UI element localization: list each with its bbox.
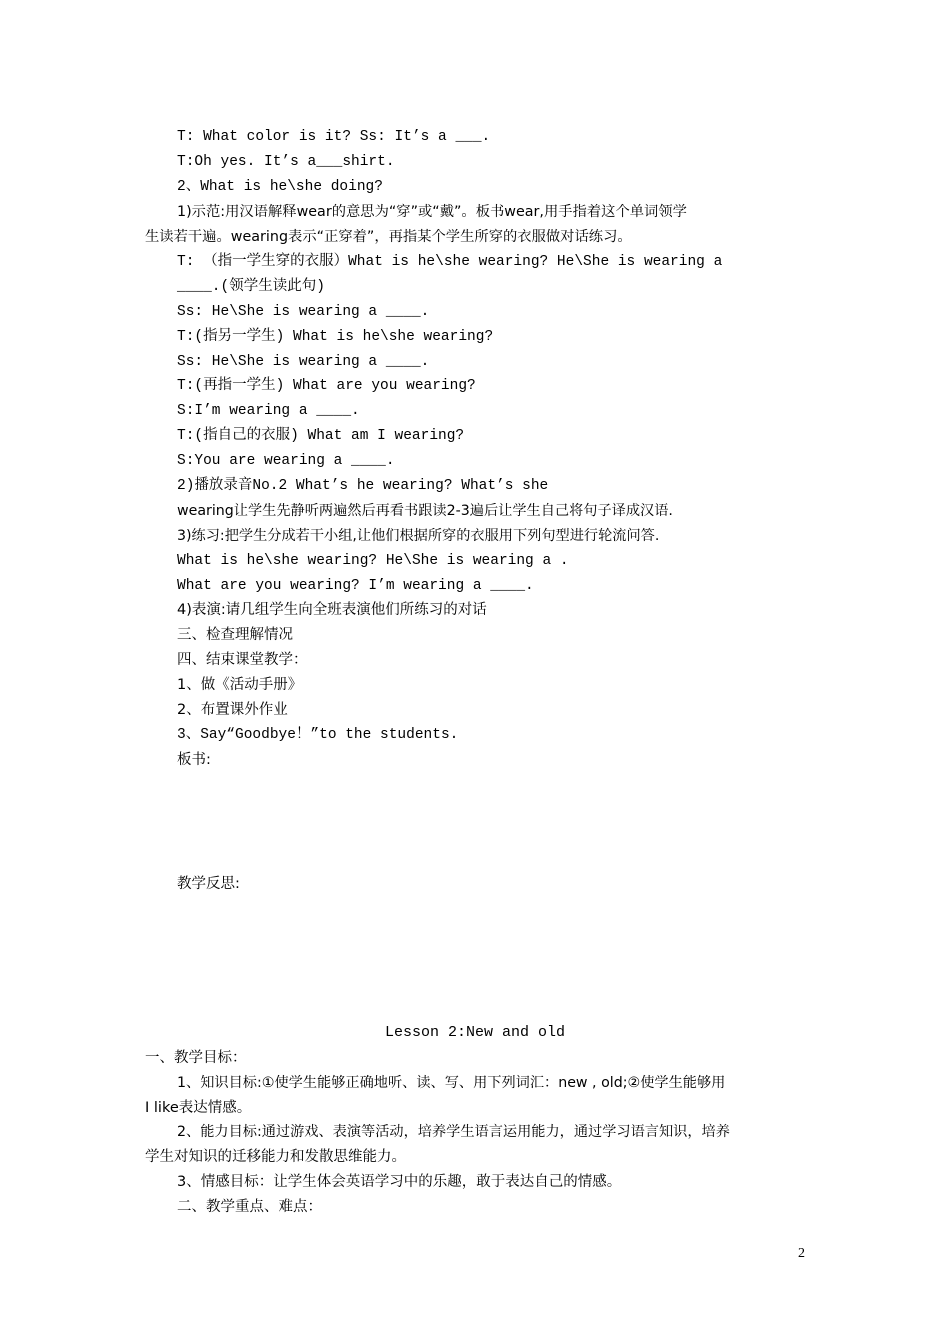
text-line: 2、What is he\she doing? [177,179,383,195]
page-number: 2 [798,1246,805,1261]
text-line: T: What color is it? Ss: It’s a ___. [177,129,491,145]
text-line: T:(再指一学生) What are you wearing? [177,378,476,394]
text-line: I like表达情感。 [145,1100,252,1116]
text-line: S:I’m wearing a ____. [177,403,360,419]
text-line: 3)练习:把学生分成若干小组,让他们根据所穿的衣服用下列句型进行轮流问答. [177,528,660,544]
text-line: 二、教学重点、难点： [177,1199,322,1215]
text-line: ____.(领学生读此句) [177,279,325,295]
text-line: 1)示范:用汉语解释wear的意思为“穿”或“戴”。板书wear,用手指着这个单词领学 [177,204,687,220]
text-line: What are you wearing? I’m wearing a ____. [177,578,534,594]
text-line: 1、知识目标:①使学生能够正确地听、读、写、用下列词汇：new , old;②使学生能够用 [177,1075,726,1091]
lesson-title: Lesson 2:New and old [384,1024,566,1041]
text-line: 1、做《活动手册》 [177,677,303,693]
text-line: T: （指一学生穿的衣服）What is he\she wearing? He\She is wearing a [177,254,723,270]
text-line: What is he\she wearing? He\She is wearing a . [177,553,569,569]
text-line: Ss: He\She is wearing a ____. [177,354,430,370]
text-line: 2、布置课外作业 [177,702,288,718]
text-line: 生读若干遍。wearing表示“正穿着”，再指某个学生所穿的衣服做对话练习。 [145,229,632,245]
text-line: 一、教学目标： [145,1050,247,1066]
teaching-reflection-label: 教学反思: [177,876,240,892]
text-line: 学生对知识的迁移能力和发散思维能力。 [145,1149,406,1165]
text-line: 3、情感目标：让学生体会英语学习中的乐趣，敢于表达自己的情感。 [177,1174,622,1190]
text-line: 四、结束课堂教学： [177,652,308,668]
text-line: T:(指另一学生) What is he\she wearing? [177,329,494,345]
text-line: T:(指自己的衣服) What am I wearing? [177,428,465,444]
text-line: S:You are wearing a ____. [177,453,395,469]
text-line: 2)播放录音No.2 What’s he wearing? What’s she [177,478,549,494]
text-line: 三、检查理解情况 [177,627,293,643]
text-line: 3、Say“Goodbye！”to the students. [177,727,459,743]
text-line: 2、能力目标:通过游戏、表演等活动，培养学生语言运用能力，通过学习语言知识，培养 [177,1124,730,1140]
text-line: 4)表演:请几组学生向全班表演他们所练习的对话 [177,602,487,618]
board-notes-label: 板书: [177,752,211,768]
text-line: T:Oh yes. It’s a___shirt. [177,154,395,170]
text-line: wearing让学生先静听两遍然后再看书跟读2-3遍后让学生自己将句子译成汉语. [177,503,673,519]
text-line: Ss: He\She is wearing a ____. [177,304,430,320]
